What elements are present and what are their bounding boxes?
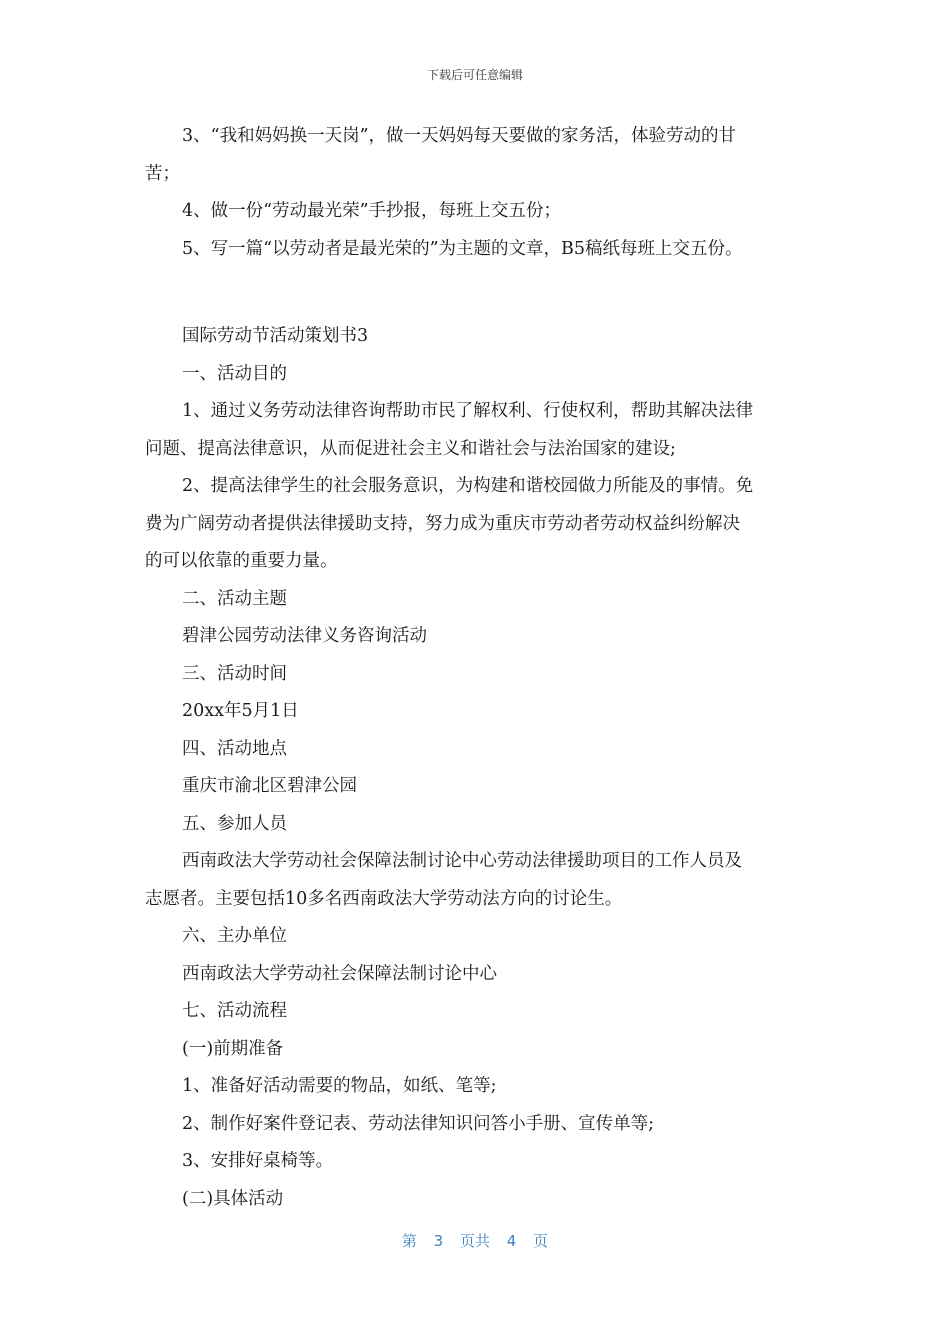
subsection-heading: (二)具体活动 — [182, 1188, 284, 1209]
paragraph-line: 志愿者。主要包括10多名西南政法大学劳动法方向的讨论生。 — [145, 888, 623, 909]
paragraph-line: 碧津公园劳动法律义务咨询活动 — [182, 626, 427, 646]
paragraph-line: 4、做一份“劳动最光荣”手抄报，每班上交五份； — [182, 201, 562, 221]
paragraph-line: 问题、提高法律意识，从而促进社会主义和谐社会与法治国家的建设; — [145, 438, 676, 459]
paragraph-line: 费为广阔劳动者提供法律援助支持，努力成为重庆市劳动者劳动权益纠纷解决 — [145, 513, 740, 534]
section-gap — [145, 268, 810, 318]
section-heading: 二、活动主题 — [182, 588, 287, 609]
subsection-heading: (一)前期准备 — [182, 1038, 284, 1059]
paragraph-line: 西南政法大学劳动社会保障法制讨论中心劳动法律援助项目的工作人员及 — [182, 851, 742, 871]
section-heading: 三、活动时间 — [182, 663, 287, 684]
paragraph-line: 2、提高法律学生的社会服务意识，为构建和谐校园做力所能及的事情。免 — [182, 476, 754, 496]
section-title: 国际劳动节活动策划书3 — [182, 326, 369, 346]
paragraph-line: 1、通过义务劳动法律咨询帮助市民了解权利、行使权利，帮助其解决法律 — [182, 401, 754, 421]
section-heading: 四、活动地点 — [182, 738, 287, 759]
page-footer: 第 3 页共 4 页 — [401, 1232, 549, 1250]
section-heading: 六、主办单位 — [182, 926, 287, 946]
paragraph-line: 3、“我和妈妈换一天岗”，做一天妈妈每天要做的家务活，体验劳动的甘 — [182, 126, 737, 146]
section-heading: 五、参加人员 — [182, 813, 287, 834]
paragraph-line: 5、写一篇“以劳动者是最光荣的”为主题的文章，B5稿纸每班上交五份。 — [182, 238, 743, 259]
paragraph-line: 20xx年5月1日 — [182, 701, 299, 721]
paragraph-line: 重庆市渝北区碧津公园 — [182, 776, 357, 796]
paragraph-line: 3、安排好桌椅等。 — [182, 1151, 334, 1171]
paragraph-line: 苦； — [145, 163, 180, 184]
section-heading: 七、活动流程 — [182, 1001, 287, 1021]
page-header: 下载后可任意编辑 — [426, 68, 523, 82]
paragraph-line: 2、制作好案件登记表、劳动法律知识问答小手册、宣传单等; — [182, 1113, 655, 1134]
paragraph-line: 1、准备好活动需要的物品，如纸、笔等; — [182, 1076, 497, 1096]
paragraph-line: 西南政法大学劳动社会保障法制讨论中心 — [182, 963, 497, 984]
section-heading: 一、活动目的 — [182, 363, 287, 384]
document-body — [145, 118, 810, 1218]
paragraph-line: 的可以依靠的重要力量。 — [145, 551, 338, 571]
